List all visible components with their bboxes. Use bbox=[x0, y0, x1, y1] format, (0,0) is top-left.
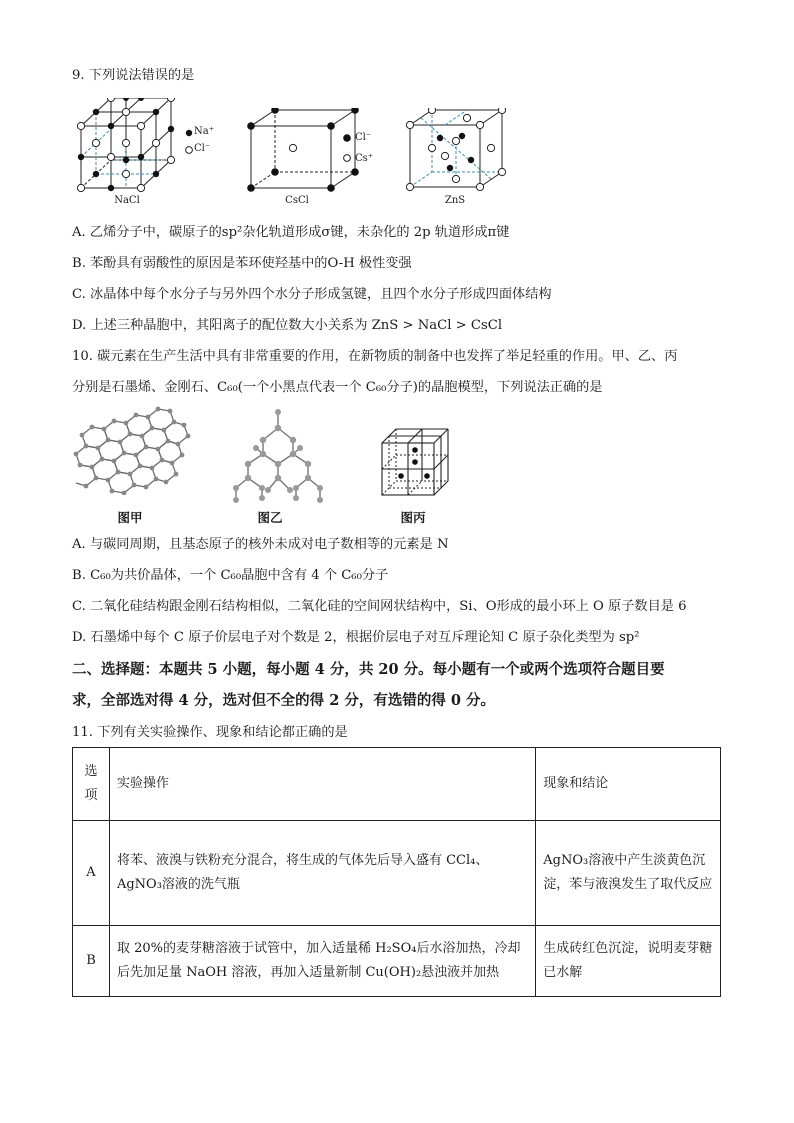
c60-cell-diagram bbox=[378, 425, 453, 500]
q11-table bbox=[72, 747, 721, 997]
zns-cell-diagram bbox=[405, 108, 510, 196]
row-a-result: AgNO₃溶液中产生淡黄色沉淀，苯与液溴发生了取代反应 bbox=[536, 821, 721, 926]
q10-option-d: D. 石墨烯中每个 C 原子价层电子对个数是 2，根据价层电子对互斥理论知 C 原子杂化类型为 sp² bbox=[72, 630, 640, 645]
table-header-row bbox=[73, 748, 721, 821]
nacl-caption: NaCl bbox=[114, 195, 140, 206]
q11-stem: 11. 下列有关实验操作、现象和结论都正确的是 bbox=[72, 725, 348, 740]
q9-stem: 9. 下列说法错误的是 bbox=[72, 68, 195, 83]
nacl-cell-diagram bbox=[75, 98, 235, 210]
figure-jia-caption: 图甲 bbox=[117, 510, 143, 525]
row-b-operation: 取 20%的麦芽糖溶液于试管中，加入适量稀 H₂SO₄后水浴加热，冷却后先加足量 NaOH 溶液，再加入适量新制 Cu(OH)₂悬浊液并加热 bbox=[109, 926, 535, 997]
q10-stem-line2: 分别是石墨烯、金刚石、C₆₀(一个小黑点代表一个 C₆₀分子)的晶胞模型，下列说法正确的是 bbox=[72, 380, 603, 395]
header-result: 现象和结论 bbox=[536, 748, 721, 821]
nacl-legend-na: Na⁺ bbox=[194, 126, 214, 137]
section2-heading-line1: 二、选择题：本题共 5 小题，每小题 4 分，共 20 分。每小题有一个或两个选项符合题目要 bbox=[72, 661, 665, 678]
cscl-caption: CsCl bbox=[285, 195, 309, 206]
q10-stem-line1: 10. 碳元素在生产生活中具有非常重要的作用，在新物质的制备中也发挥了举足轻重的作用。甲、乙、丙 bbox=[72, 349, 678, 364]
header-operation: 实验操作 bbox=[109, 748, 535, 821]
figure-yi-caption: 图乙 bbox=[257, 510, 283, 525]
q9-option-d: D. 上述三种晶胞中，其阳离子的配位数大小关系为 ZnS > NaCl > CsCl bbox=[72, 318, 503, 333]
header-option: 选项 bbox=[73, 748, 110, 821]
q9-option-b: B. 苯酚具有弱酸性的原因是苯环使羟基中的O-H 极性变强 bbox=[72, 256, 412, 271]
cscl-legend-marks bbox=[340, 130, 354, 166]
row-b-option: B bbox=[73, 926, 110, 997]
row-a-operation: 将苯、液溴与铁粉充分混合，将生成的气体先后导入盛有 CCl₄、AgNO₃溶液的洗气瓶 bbox=[109, 821, 535, 926]
cscl-legend-cl: Cl⁻ bbox=[355, 132, 372, 143]
graphene-diagram bbox=[72, 405, 192, 495]
section2-heading-line2: 求，全部选对得 4 分，选对但不全的得 2 分，有选错的得 0 分。 bbox=[72, 692, 496, 709]
figure-bing-caption: 图丙 bbox=[400, 510, 426, 525]
zns-caption: ZnS bbox=[444, 195, 466, 206]
q10-option-a: A. 与碳同周期，且基态原子的核外未成对电子数相等的元素是 N bbox=[72, 537, 449, 552]
table-row bbox=[73, 926, 721, 997]
nacl-legend-cl: Cl⁻ bbox=[194, 143, 211, 154]
q9-option-c: C. 冰晶体中每个水分子与另外四个水分子形成氢键，且四个水分子形成四面体结构 bbox=[72, 287, 552, 302]
row-a-option: A bbox=[73, 821, 110, 926]
row-b-result: 生成砖红色沉淀，说明麦芽糖已水解 bbox=[536, 926, 721, 997]
cscl-legend-cs: Cs⁺ bbox=[355, 153, 374, 164]
diamond-diagram bbox=[228, 408, 328, 508]
q10-option-c: C. 二氧化硅结构跟金刚石结构相似，二氧化硅的空间网状结构中，Si、O形成的最小环上 O 原子数目是 6 bbox=[72, 599, 687, 614]
q9-option-a: A. 乙烯分子中，碳原子的sp²杂化轨道形成σ键，未杂化的 2p 轨道形成π键 bbox=[72, 225, 510, 240]
q10-option-b: B. C₆₀为共价晶体，一个 C₆₀晶胞中含有 4 个 C₆₀分子 bbox=[72, 568, 389, 583]
table-row bbox=[73, 821, 721, 926]
